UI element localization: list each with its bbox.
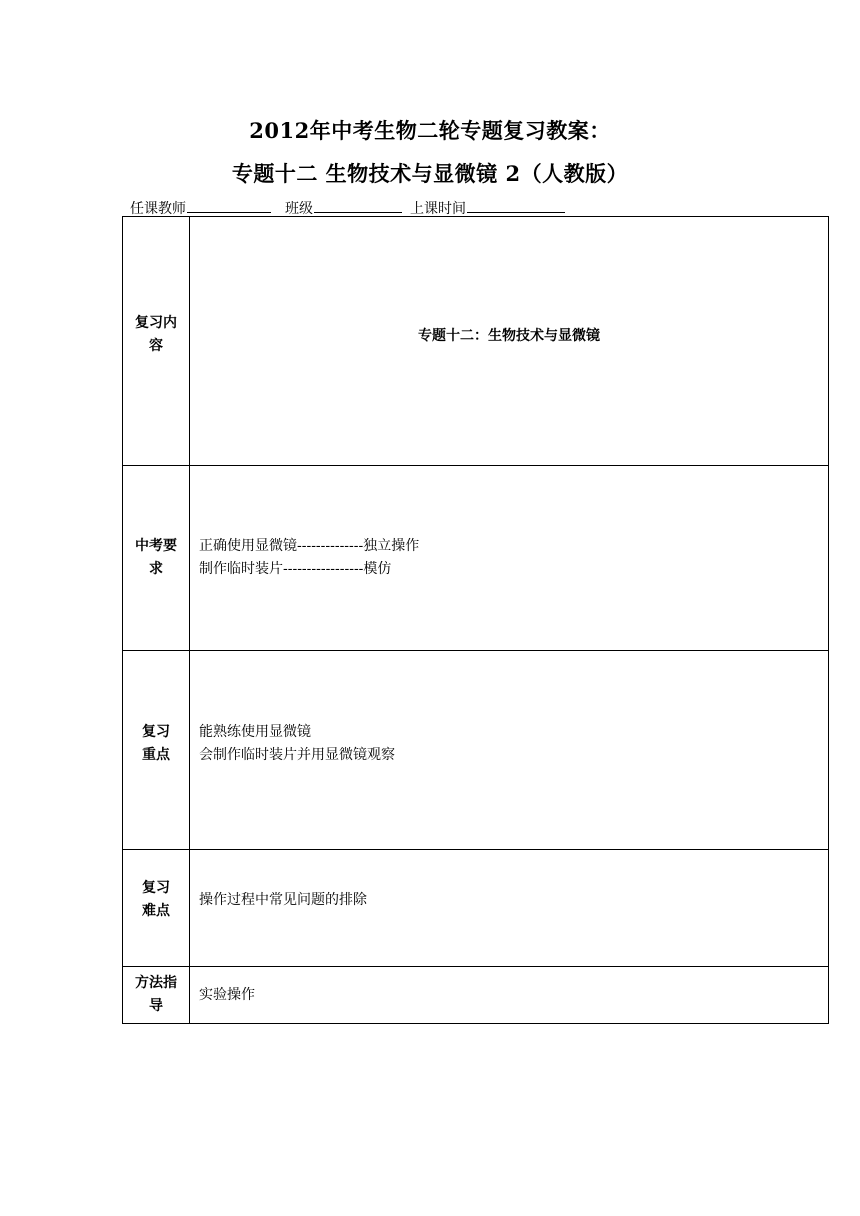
- document-title-line-2: 专题十二 生物技术与显微镜 2（人教版）: [231, 161, 629, 186]
- table-row: [123, 651, 829, 850]
- row-label: [123, 651, 190, 850]
- table-row: [123, 967, 829, 1024]
- row-content: [190, 651, 829, 850]
- teacher-blank: [187, 199, 271, 213]
- time-blank: [467, 199, 565, 213]
- row-label-line: 复习内: [135, 315, 177, 331]
- table-row: [123, 850, 829, 967]
- row-label-line: 难点: [142, 903, 170, 919]
- table-row: [123, 466, 829, 651]
- class-blank: [314, 199, 402, 213]
- info-line: [130, 198, 565, 218]
- row-label-line: 重点: [142, 747, 170, 763]
- class-label: 班级: [285, 201, 313, 217]
- table-row: [123, 217, 829, 466]
- row-content: [190, 850, 829, 967]
- content-line: 操作过程中常见问题的排除: [199, 891, 367, 908]
- row-label-line: 复习: [142, 724, 170, 740]
- row-label: [123, 850, 190, 967]
- content-line: 会制作临时装片并用显微镜观察: [199, 747, 395, 763]
- content-line: 正确使用显微镜--------------独立操作: [199, 538, 420, 554]
- row-content: [190, 466, 829, 651]
- document-title-line-1: 2012年中考生物二轮专题复习教案：: [249, 118, 611, 143]
- time-label: 上课时间: [410, 201, 466, 217]
- row-label: [123, 466, 190, 651]
- row-content: [190, 967, 829, 1024]
- row-label-line: 中考要: [135, 538, 177, 554]
- content-line: 制作临时装片-----------------模仿: [199, 561, 392, 577]
- content-line: 能熟练使用显微镜: [199, 724, 311, 740]
- row-content: [190, 217, 829, 466]
- lesson-plan-table: [122, 216, 829, 1024]
- row-label-line: 复习: [142, 880, 170, 896]
- content-line: 专题十二：生物技术与显微镜: [418, 328, 600, 344]
- row-label-line: 求: [149, 561, 163, 577]
- content-line: 实验操作: [199, 986, 255, 1003]
- teacher-label: 任课教师: [130, 201, 186, 217]
- row-label-line: 容: [149, 338, 163, 354]
- row-label: [123, 967, 190, 1024]
- row-label: [123, 217, 190, 466]
- row-label-line: 导: [149, 998, 163, 1014]
- row-label-line: 方法指: [135, 975, 177, 991]
